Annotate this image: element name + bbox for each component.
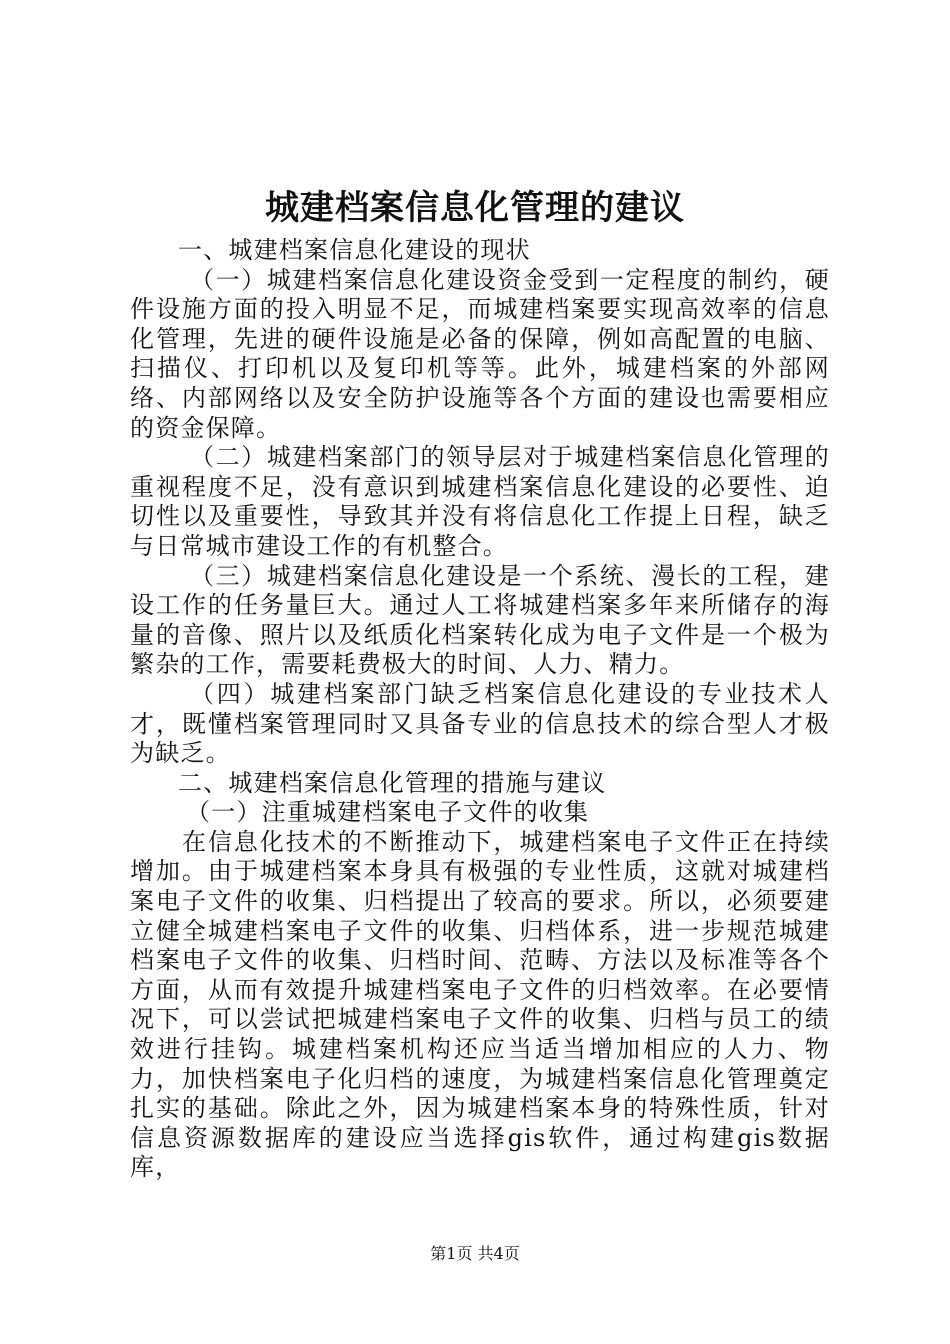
section-heading-1: 一、城建档案信息化建设的现状 <box>178 236 531 264</box>
subsection-heading-2-1: （一）注重城建档案电子文件的收集 <box>186 798 590 827</box>
paragraph-1-1: （一）城建档案信息化建设资金受到一定程度的制约，硬件设施方面的投入明显不足，而城建档案要实现高效率的信息化管理，先进的硬件设施是必备的保障，例如高配置的电脑、扫描仪、打印机以及复印机等等。此外，城建档案的外部网络、内部网络以及安全防护设施等各个方面的建设也需要相应的资金保障。 <box>130 265 830 442</box>
document-title: 城建档案信息化管理的建议 <box>265 188 685 228</box>
paragraph-1-2: （二）城建档案部门的领导层对于城建档案信息化管理的重视程度不足，没有意识到城建档案信息化建设的必要性、迫切性以及重要性，导致其并没有将信息化工作提上日程，缺乏与日常城市建设工作的有机整合。 <box>130 443 830 560</box>
page-footer: 第1页 共4页 <box>430 1244 520 1263</box>
document-body <box>130 236 830 1183</box>
paragraph-1-3: （三）城建档案信息化建设是一个系统、漫长的工程，建设工作的任务量巨大。通过人工将城建档案多年来所储存的海量的音像、照片以及纸质化档案转化成为电子文件是一个极为繁杂的工作，需要耗费极大的时间、人力、精力。 <box>130 561 830 679</box>
paragraph-2-1: 在信息化技术的不断推动下，城建档案电子文件正在持续增加。由于城建档案本身具有极强的专业性质，这就对城建档案电子文件的收集、归档提出了较高的要求。所以，必须要建立健全城建档案电子文件的收集、归档体系，进一步规范城建档案电子文件的收集、归档时间、范畴、方法以及标准等各个方面，从而有效提升城建档案电子文件的归档效率。在必要情况下，可以尝试把城建档案电子文件的收集、归档与员工的绩效进行挂钩。城建档案机构还应当适当增加相应的人力、物力，加快档案电子化归档的速度，为城建档案信息化管理奠定扎实的基础。除此之外，因为城建档案本身的特殊性质，针对信息资源数据库的建设应当选择gis软件，通过构建gis数据库， <box>130 827 830 1182</box>
paragraph-1-4: （四）城建档案部门缺乏档案信息化建设的专业技术人才，既懂档案管理同时又具备专业的信息技术的综合型人才极为缺乏。 <box>130 679 830 768</box>
section-heading-2: 二、城建档案信息化管理的措施与建议 <box>178 768 607 797</box>
